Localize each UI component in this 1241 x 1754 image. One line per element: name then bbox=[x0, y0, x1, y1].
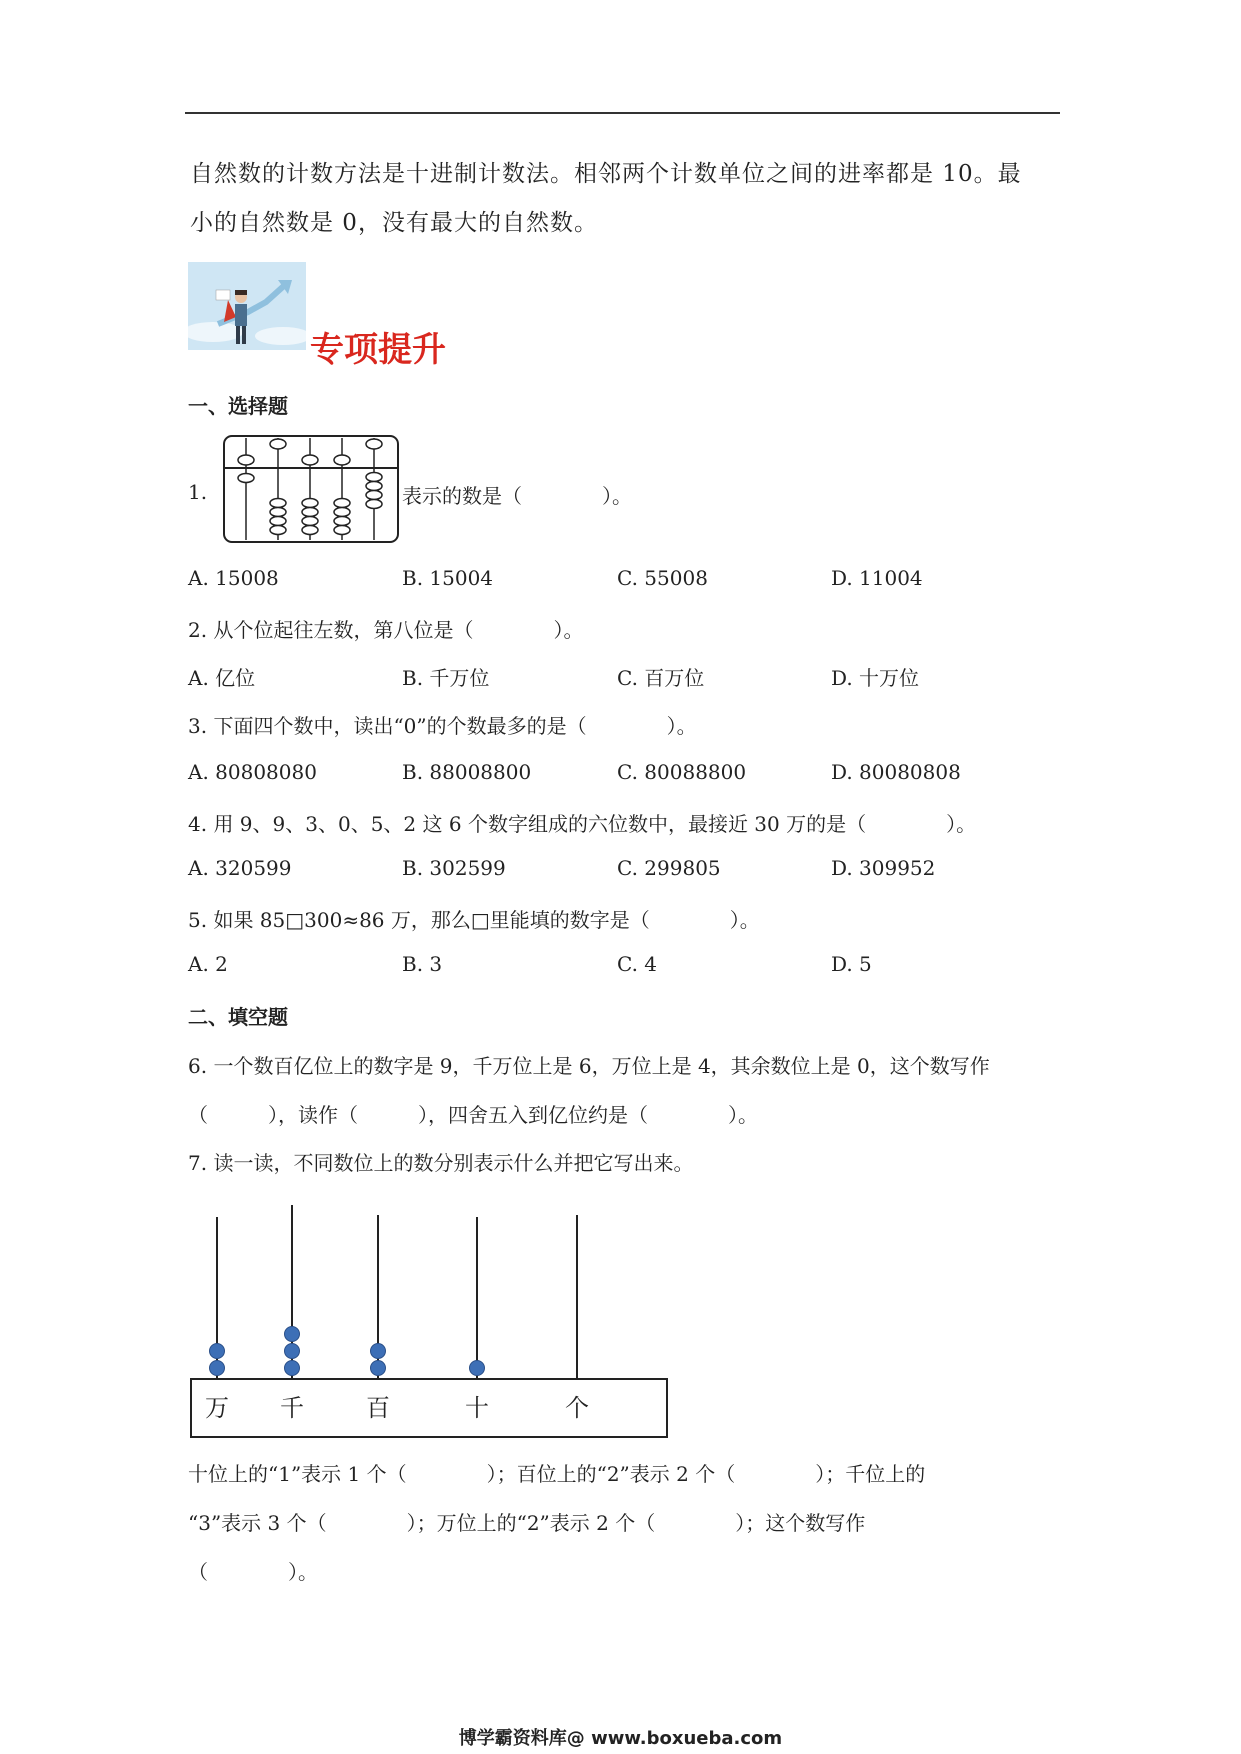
q3-text: 3. 下面四个数中，读出“0”的个数最多的是（ ）。 bbox=[188, 714, 697, 738]
q1-option-b: B. 15004 bbox=[402, 566, 494, 590]
header-rule bbox=[185, 112, 1060, 114]
q2-option-b: B. 千万位 bbox=[402, 666, 490, 690]
q7-text: 7. 读一读，不同数位上的数分别表示什么并把它写出来。 bbox=[188, 1151, 694, 1175]
q3-option-d: D. 80080808 bbox=[831, 760, 961, 784]
place-value-label: 十 bbox=[465, 1394, 489, 1422]
counter-bead bbox=[210, 1361, 225, 1376]
q1-option-a: A. 15008 bbox=[188, 566, 279, 590]
place-value-label: 万 bbox=[205, 1394, 229, 1422]
q1-text: 表示的数是（ ）。 bbox=[402, 484, 632, 508]
q1-option-c: C. 55008 bbox=[617, 566, 708, 590]
abacus-upper-bead bbox=[270, 439, 286, 449]
q4-option-a: A. 320599 bbox=[188, 856, 292, 880]
abacus-lower-bead bbox=[302, 517, 318, 526]
intro-line-1: 自然数的计数方法是十进制计数法。相邻两个计数单位之间的进率都是 10。最 bbox=[190, 161, 1022, 187]
q7-line-3: （ ）。 bbox=[188, 1560, 318, 1584]
counter-bead bbox=[371, 1344, 386, 1359]
abacus-lower-bead bbox=[334, 508, 350, 517]
abacus-lower-bead bbox=[366, 491, 382, 500]
abacus-lower-bead bbox=[334, 526, 350, 535]
place-value-label: 千 bbox=[280, 1394, 304, 1422]
counter-bead bbox=[371, 1361, 386, 1376]
q3-option-b: B. 88008800 bbox=[402, 760, 532, 784]
abacus-lower-bead bbox=[366, 500, 382, 509]
abacus-upper-bead bbox=[366, 439, 382, 449]
q6-line-2: （ ），读作（ ），四舍五入到亿位约是（ ）。 bbox=[188, 1103, 758, 1127]
abacus-lower-bead bbox=[334, 499, 350, 508]
q4-text: 4. 用 9、9、3、0、5、2 这 6 个数字组成的六位数中，最接近 30 万的是（ ）。 bbox=[188, 812, 977, 836]
place-value-label: 百 bbox=[366, 1394, 390, 1422]
abacus-lower-bead bbox=[302, 526, 318, 535]
q6-line-1: 6. 一个数百亿位上的数字是 9，千万位上是 6，万位上是 4，其余数位上是 0，这个数写作 bbox=[188, 1054, 990, 1078]
abacus-upper-bead bbox=[238, 455, 254, 465]
q1-number: 1. bbox=[188, 480, 208, 504]
q2-option-c: C. 百万位 bbox=[617, 666, 705, 690]
q4-option-b: B. 302599 bbox=[402, 856, 506, 880]
abacus-lower-bead bbox=[366, 482, 382, 491]
q5-option-b: B. 3 bbox=[402, 952, 443, 976]
footer-watermark: 博学霸资料库@ www.boxueba.com bbox=[458, 1728, 783, 1749]
teacher-banner-image bbox=[188, 262, 306, 350]
section-heading-choice: 一、选择题 bbox=[188, 394, 288, 418]
abacus-lower-bead bbox=[238, 474, 254, 483]
abacus-upper-bead bbox=[334, 455, 350, 465]
q5-option-d: D. 5 bbox=[831, 952, 872, 976]
counter-bead bbox=[210, 1344, 225, 1359]
banner-title: 专项提升 bbox=[310, 330, 446, 370]
q4-option-d: D. 309952 bbox=[831, 856, 936, 880]
intro-line-2: 小的自然数是 0，没有最大的自然数。 bbox=[190, 210, 598, 236]
abacus-lower-bead bbox=[334, 517, 350, 526]
section-heading-fill: 二、填空题 bbox=[188, 1005, 288, 1029]
abacus-lower-bead bbox=[270, 499, 286, 508]
abacus-upper-bead bbox=[302, 455, 318, 465]
place-value-label: 个 bbox=[565, 1394, 589, 1422]
counter-bead bbox=[285, 1344, 300, 1359]
abacus-lower-bead bbox=[270, 526, 286, 535]
abacus-figure bbox=[222, 434, 402, 546]
q5-text: 5. 如果 85□300≈86 万，那么□里能填的数字是（ ）。 bbox=[188, 908, 760, 932]
q7-line-1: 十位上的“1”表示 1 个（ ）；百位上的“2”表示 2 个（ ）；千位上的 bbox=[188, 1462, 926, 1486]
q2-option-a: A. 亿位 bbox=[188, 666, 256, 690]
q2-option-d: D. 十万位 bbox=[831, 666, 920, 690]
q3-option-c: C. 80088800 bbox=[617, 760, 747, 784]
abacus-lower-bead bbox=[270, 508, 286, 517]
counter-figure bbox=[185, 1205, 675, 1445]
q5-option-c: C. 4 bbox=[617, 952, 658, 976]
q7-line-2: “3”表示 3 个（ ）；万位上的“2”表示 2 个（ ）；这个数写作 bbox=[188, 1511, 866, 1535]
abacus-lower-bead bbox=[302, 499, 318, 508]
counter-bead bbox=[285, 1327, 300, 1342]
q4-option-c: C. 299805 bbox=[617, 856, 721, 880]
counter-bead bbox=[470, 1361, 485, 1376]
q2-text: 2. 从个位起往左数，第八位是（ ）。 bbox=[188, 618, 584, 642]
q3-option-a: A. 80808080 bbox=[188, 760, 317, 784]
q1-option-d: D. 11004 bbox=[831, 566, 923, 590]
counter-bead bbox=[285, 1361, 300, 1376]
q5-option-a: A. 2 bbox=[188, 952, 228, 976]
abacus-lower-bead bbox=[302, 508, 318, 517]
abacus-lower-bead bbox=[366, 473, 382, 482]
abacus-lower-bead bbox=[270, 517, 286, 526]
